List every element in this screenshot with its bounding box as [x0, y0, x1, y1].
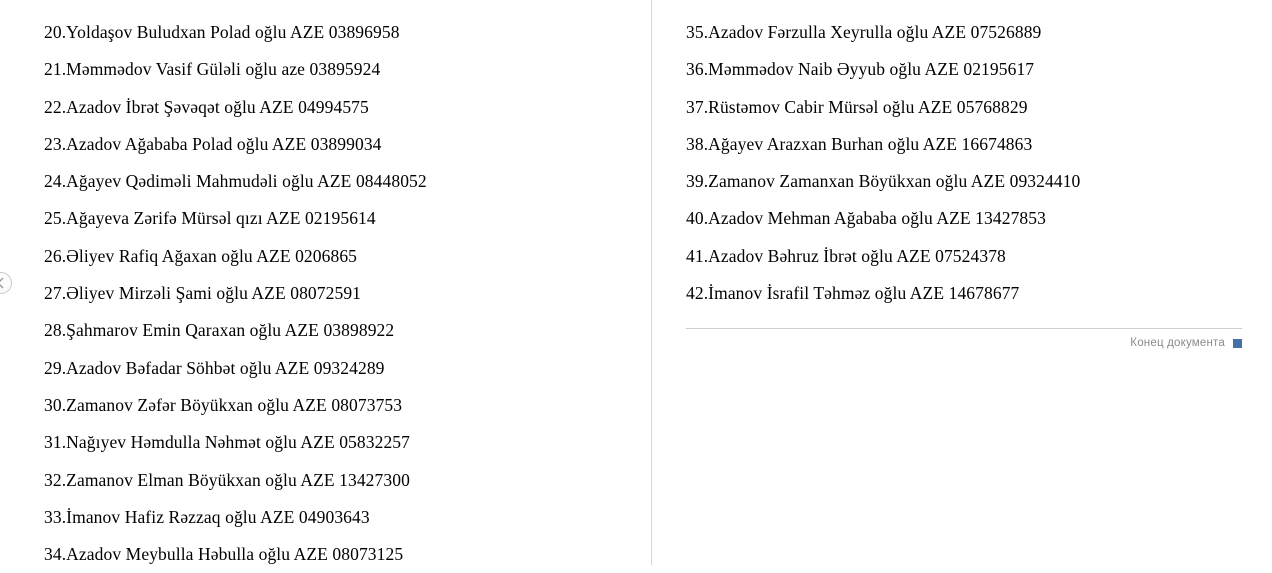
list-item: 37.Rüstəmov Cabir Mürsəl oğlu AZE 05768829	[686, 96, 1028, 117]
list-item: 34.Azadov Meybulla Həbulla oğlu AZE 08073125	[44, 544, 404, 565]
end-of-document-marker-icon	[1233, 339, 1242, 348]
end-of-document-row	[686, 337, 1242, 349]
list-item: 31.Nağıyev Həmdulla Nəhmət oğlu AZE 05832257	[44, 432, 411, 453]
list-item: 41.Azadov Bəhruz İbrət oğlu AZE 07524378	[686, 245, 1006, 266]
list-item: 23.Azadov Ağababa Polad oğlu AZE 03899034	[44, 133, 382, 154]
list-item: 21.Məmmədov Vasif Güləli oğlu aze 03895924	[44, 59, 381, 80]
list-item: 32.Zamanov Elman Böyükxan oğlu AZE 13427300	[44, 469, 410, 490]
list-item: 36.Məmmədov Naib Əyyub oğlu AZE 02195617	[686, 59, 1035, 80]
list-item: 27.Əliyev Mirzəli Şami oğlu AZE 08072591	[44, 283, 362, 304]
list-item: 40.Azadov Mehman Ağababa oğlu AZE 13427853	[686, 208, 1046, 229]
end-of-document-label: Конец документа	[1130, 337, 1225, 350]
list-item: 29.Azadov Bəfadar Söhbət oğlu AZE 09324289	[44, 357, 385, 378]
list-item: 35.Azadov Fərzulla Xeyrulla oğlu AZE 07526889	[686, 22, 1042, 42]
list-item: 38.Ağayev Arazxan Burhan oğlu AZE 16674863	[686, 133, 1033, 154]
list-item: 42.İmanov İsrafil Təhməz oğlu AZE 14678677	[686, 283, 1020, 304]
list-item: 25.Ağayeva Zərifə Mürsəl qızı AZE 02195614	[44, 208, 376, 229]
list-item: 26.Əliyev Rafiq Ağaxan oğlu AZE 0206865	[44, 245, 358, 266]
list-item: 39.Zamanov Zamanxan Böyükxan oğlu AZE 09324410	[686, 171, 1081, 192]
list-item: 22.Azadov İbrət Şəvəqət oğlu AZE 04994575	[44, 96, 369, 117]
end-of-document-divider	[686, 328, 1242, 329]
list-item: 28.Şahmarov Emin Qaraxan oğlu AZE 03898922	[44, 320, 395, 341]
document-column-right	[652, 0, 1272, 565]
list-item: 24.Ağayev Qədiməli Mahmudəli oğlu AZE 08448052	[44, 171, 427, 192]
list-item: 33.İmanov Hafiz Rəzzaq oğlu AZE 04903643	[44, 506, 370, 527]
list-item: 20.Yoldaşov Buludxan Polad oğlu AZE 03896958	[44, 22, 400, 42]
list-item: 30.Zamanov Zəfər Böyükxan oğlu AZE 08073753	[44, 394, 403, 415]
